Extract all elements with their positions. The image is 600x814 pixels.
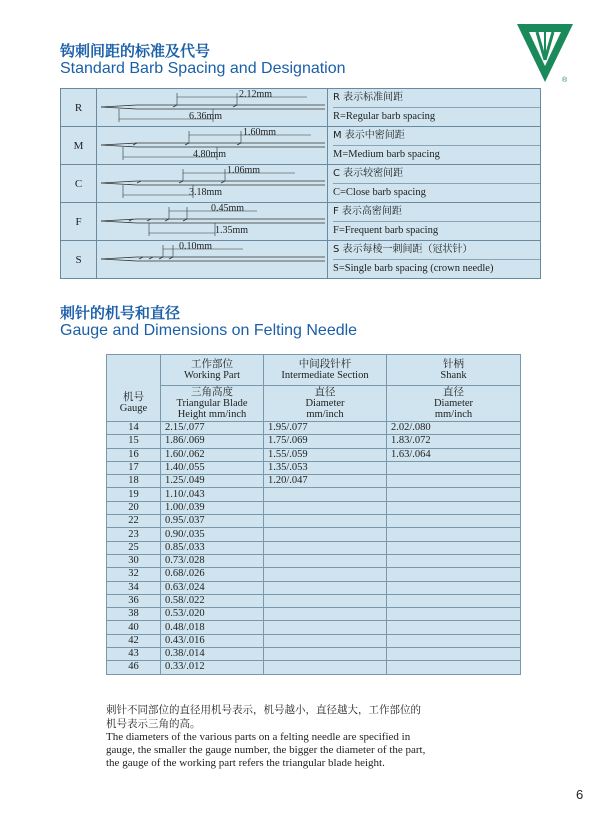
inter-diameter-cell: 1.20/.047 bbox=[264, 475, 387, 488]
section2-title-cn: 刺针的机号和直径 bbox=[60, 304, 181, 322]
tri-height-cell: 0.68/.026 bbox=[161, 568, 264, 581]
gauge-cell: 40 bbox=[107, 621, 161, 634]
page-number: 6 bbox=[576, 787, 584, 802]
inter-diameter-cell bbox=[264, 634, 387, 647]
header-dia2-en2: mm/inch bbox=[434, 408, 473, 420]
shank-diameter-cell bbox=[387, 554, 521, 567]
gauge-row bbox=[107, 568, 521, 581]
barb-description bbox=[328, 89, 541, 127]
tri-height-cell: 0.63/.024 bbox=[161, 581, 264, 594]
inter-diameter-cell bbox=[264, 528, 387, 541]
barb-row-c bbox=[61, 165, 541, 203]
header-gauge bbox=[107, 385, 161, 422]
gauge-row bbox=[107, 581, 521, 594]
needle-diagram bbox=[97, 203, 328, 241]
tri-height-cell: 0.53/.020 bbox=[161, 608, 264, 621]
header-triangular bbox=[161, 385, 264, 422]
section1-title-en: Standard Barb Spacing and Designation bbox=[60, 60, 346, 77]
shank-diameter-cell bbox=[387, 568, 521, 581]
barb-code: C bbox=[61, 165, 97, 203]
shank-diameter-cell bbox=[387, 594, 521, 607]
note-cn-line2: 机号表示三角的高。 bbox=[106, 718, 201, 730]
barb-description bbox=[328, 203, 541, 241]
inter-diameter-cell bbox=[264, 501, 387, 514]
shank-diameter-cell bbox=[387, 475, 521, 488]
tri-height-cell: 0.33/.012 bbox=[161, 661, 264, 674]
barb-row-s bbox=[61, 241, 541, 279]
dimension-label-total: 1.35mm bbox=[215, 225, 249, 236]
barb-description bbox=[328, 127, 541, 165]
inter-diameter-cell bbox=[264, 554, 387, 567]
barb-code: M bbox=[61, 127, 97, 165]
shank-diameter-cell bbox=[387, 661, 521, 674]
tri-height-cell: 2.15/.077 bbox=[161, 422, 264, 435]
header-working-part bbox=[161, 355, 264, 386]
tri-height-cell: 0.43/.016 bbox=[161, 634, 264, 647]
shank-diameter-cell bbox=[387, 528, 521, 541]
gauge-cell: 19 bbox=[107, 488, 161, 501]
gauge-row bbox=[107, 608, 521, 621]
gauge-cell: 23 bbox=[107, 528, 161, 541]
barb-code: F bbox=[61, 203, 97, 241]
gauge-row bbox=[107, 422, 521, 435]
inter-diameter-cell bbox=[264, 488, 387, 501]
section2-title-en: Gauge and Dimensions on Felting Needle bbox=[60, 322, 358, 339]
gauge-header-row-1 bbox=[107, 355, 521, 386]
gauge-cell: 22 bbox=[107, 515, 161, 528]
header-tri-en1: Triangular Blade bbox=[176, 397, 248, 409]
tri-height-cell: 1.86/.069 bbox=[161, 435, 264, 448]
header-shank bbox=[387, 355, 521, 386]
shank-diameter-cell bbox=[387, 501, 521, 514]
gauge-cell: 20 bbox=[107, 501, 161, 514]
inter-diameter-cell: 1.75/.069 bbox=[264, 435, 387, 448]
gauge-row bbox=[107, 541, 521, 554]
barb-description bbox=[328, 241, 541, 279]
inter-diameter-cell bbox=[264, 581, 387, 594]
header-diameter-inter bbox=[264, 385, 387, 422]
needle-diagram bbox=[97, 127, 328, 165]
tri-height-cell: 0.58/.022 bbox=[161, 594, 264, 607]
dimension-label-total: 4.80mm bbox=[193, 149, 227, 160]
inter-diameter-cell bbox=[264, 568, 387, 581]
gauge-cell: 43 bbox=[107, 648, 161, 661]
dimension-label-spacing: 1.60mm bbox=[243, 127, 277, 138]
gauge-cell: 46 bbox=[107, 661, 161, 674]
shank-diameter-cell bbox=[387, 634, 521, 647]
barb-desc-cn: F 表示高密间距 bbox=[333, 203, 540, 222]
tri-height-cell: 0.48/.018 bbox=[161, 621, 264, 634]
barb-row-f bbox=[61, 203, 541, 241]
barb-code: R bbox=[61, 89, 97, 127]
gauge-row bbox=[107, 528, 521, 541]
inter-diameter-cell: 1.35/.053 bbox=[264, 461, 387, 474]
dimension-label-spacing: 0.45mm bbox=[211, 203, 245, 214]
dimension-label-spacing: 0.10mm bbox=[179, 241, 213, 252]
barb-code: S bbox=[61, 241, 97, 279]
barb-spacing-table bbox=[60, 88, 541, 279]
dimension-label-total: 6.36mm bbox=[189, 111, 223, 122]
gauge-row bbox=[107, 648, 521, 661]
inter-diameter-cell bbox=[264, 621, 387, 634]
note-en-line2: gauge, the smaller the gauge number, the bigger the diameter of the part, bbox=[106, 744, 426, 756]
header-dia-en2: mm/inch bbox=[306, 408, 344, 420]
gauge-row bbox=[107, 634, 521, 647]
tri-height-cell: 1.25/.049 bbox=[161, 475, 264, 488]
gauge-table bbox=[106, 354, 521, 675]
barb-row-r bbox=[61, 89, 541, 127]
tri-height-cell: 0.85/.033 bbox=[161, 541, 264, 554]
gauge-cell: 25 bbox=[107, 541, 161, 554]
barb-desc-en: F=Frequent barb spacing bbox=[333, 225, 439, 236]
gauge-row bbox=[107, 488, 521, 501]
barb-desc-cn: C 表示较密间距 bbox=[333, 165, 540, 184]
gauge-cell: 30 bbox=[107, 554, 161, 567]
header-dia2-en1: Diameter bbox=[433, 397, 474, 409]
tri-height-cell: 0.90/.035 bbox=[161, 528, 264, 541]
gauge-cell: 34 bbox=[107, 581, 161, 594]
header-dia-en1: Diameter bbox=[305, 397, 345, 409]
header-tri-en2: Height mm/inch bbox=[177, 408, 247, 420]
barb-desc-en: S=Single barb spacing (crown needle) bbox=[333, 263, 494, 274]
header-inter-en: Intermediate Section bbox=[281, 369, 369, 381]
gauge-row bbox=[107, 661, 521, 674]
barb-desc-en: M=Medium barb spacing bbox=[333, 149, 440, 160]
inter-diameter-cell: 1.95/.077 bbox=[264, 422, 387, 435]
header-gauge-cn: 机号 bbox=[123, 392, 144, 403]
header-shank-cn: 针柄 bbox=[443, 358, 464, 370]
gauge-cell: 42 bbox=[107, 634, 161, 647]
header-blank-cell bbox=[107, 355, 161, 386]
dimension-label-spacing: 1.06mm bbox=[227, 165, 261, 176]
gauge-row bbox=[107, 594, 521, 607]
gauge-row bbox=[107, 621, 521, 634]
section1-title-cn: 钩刺间距的标准及代号 bbox=[60, 42, 211, 60]
gauge-row bbox=[107, 515, 521, 528]
header-intermediate bbox=[264, 355, 387, 386]
barb-desc-en: R=Regular barb spacing bbox=[333, 111, 436, 122]
registered-mark: ® bbox=[562, 77, 568, 84]
header-diameter-shank bbox=[387, 385, 521, 422]
dimension-label-spacing: 2.12mm bbox=[239, 89, 273, 100]
inter-diameter-cell: 1.55/.059 bbox=[264, 448, 387, 461]
inter-diameter-cell bbox=[264, 515, 387, 528]
tri-height-cell: 0.38/.014 bbox=[161, 648, 264, 661]
shank-diameter-cell bbox=[387, 581, 521, 594]
gauge-cell: 15 bbox=[107, 435, 161, 448]
gauge-cell: 36 bbox=[107, 594, 161, 607]
inter-diameter-cell bbox=[264, 648, 387, 661]
gauge-cell: 32 bbox=[107, 568, 161, 581]
gauge-row bbox=[107, 435, 521, 448]
tri-height-cell: 1.00/.039 bbox=[161, 501, 264, 514]
tri-height-cell: 1.40/.055 bbox=[161, 461, 264, 474]
shank-diameter-cell: 1.83/.072 bbox=[387, 435, 521, 448]
gauge-cell: 16 bbox=[107, 448, 161, 461]
inter-diameter-cell bbox=[264, 661, 387, 674]
barb-row-m bbox=[61, 127, 541, 165]
note-en-line3: the gauge of the working part refers the triangular blade height. bbox=[106, 757, 385, 769]
barb-desc-cn: R 表示标准间距 bbox=[333, 89, 540, 108]
shank-diameter-cell bbox=[387, 648, 521, 661]
gauge-row bbox=[107, 475, 521, 488]
gauge-row bbox=[107, 448, 521, 461]
gauge-row bbox=[107, 501, 521, 514]
header-gauge-en: Gauge bbox=[119, 403, 148, 414]
shank-diameter-cell: 2.02/.080 bbox=[387, 422, 521, 435]
shank-diameter-cell: 1.63/.064 bbox=[387, 448, 521, 461]
gauge-row bbox=[107, 461, 521, 474]
header-shank-en: Shank bbox=[440, 369, 467, 381]
header-working-en: Working Part bbox=[183, 369, 241, 381]
barb-description bbox=[328, 165, 541, 203]
inter-diameter-cell bbox=[264, 594, 387, 607]
gauge-cell: 18 bbox=[107, 475, 161, 488]
shank-diameter-cell bbox=[387, 515, 521, 528]
gauge-cell: 38 bbox=[107, 608, 161, 621]
gauge-header-row-2 bbox=[107, 385, 521, 422]
header-dia2-cn: 直径 bbox=[443, 386, 464, 398]
tri-height-cell: 1.10/.043 bbox=[161, 488, 264, 501]
inter-diameter-cell bbox=[264, 608, 387, 621]
inter-diameter-cell bbox=[264, 541, 387, 554]
needle-diagram bbox=[97, 241, 328, 279]
notes-block bbox=[106, 703, 536, 770]
shank-diameter-cell bbox=[387, 621, 521, 634]
shank-diameter-cell bbox=[387, 608, 521, 621]
header-tri-cn: 三角高度 bbox=[191, 386, 233, 398]
tri-height-cell: 0.95/.037 bbox=[161, 515, 264, 528]
barb-desc-cn: S 表示每棱一刺间距（冠状针） bbox=[333, 241, 540, 260]
shank-diameter-cell bbox=[387, 488, 521, 501]
header-dia-cn: 直径 bbox=[314, 386, 336, 398]
barb-desc-en: C=Close barb spacing bbox=[333, 187, 426, 198]
gauge-cell: 14 bbox=[107, 422, 161, 435]
needle-diagram bbox=[97, 165, 328, 203]
header-working-cn: 工作部位 bbox=[191, 358, 233, 370]
tri-height-cell: 0.73/.028 bbox=[161, 554, 264, 567]
note-en-line1: The diameters of the various parts on a felting needle are specified in bbox=[106, 731, 411, 743]
gauge-cell: 17 bbox=[107, 461, 161, 474]
needle-diagram bbox=[97, 89, 328, 127]
note-cn-line1: 刺针不同部位的直径用机号表示，机号越小，直径越大，工作部位的 bbox=[106, 704, 421, 716]
dimension-label-total: 3.18mm bbox=[189, 187, 223, 198]
tri-height-cell: 1.60/.062 bbox=[161, 448, 264, 461]
barb-desc-cn: M 表示中密间距 bbox=[333, 127, 540, 146]
brand-logo bbox=[517, 22, 573, 84]
shank-diameter-cell bbox=[387, 461, 521, 474]
gauge-row bbox=[107, 554, 521, 567]
header-inter-cn: 中间段针杆 bbox=[298, 358, 352, 370]
shank-diameter-cell bbox=[387, 541, 521, 554]
